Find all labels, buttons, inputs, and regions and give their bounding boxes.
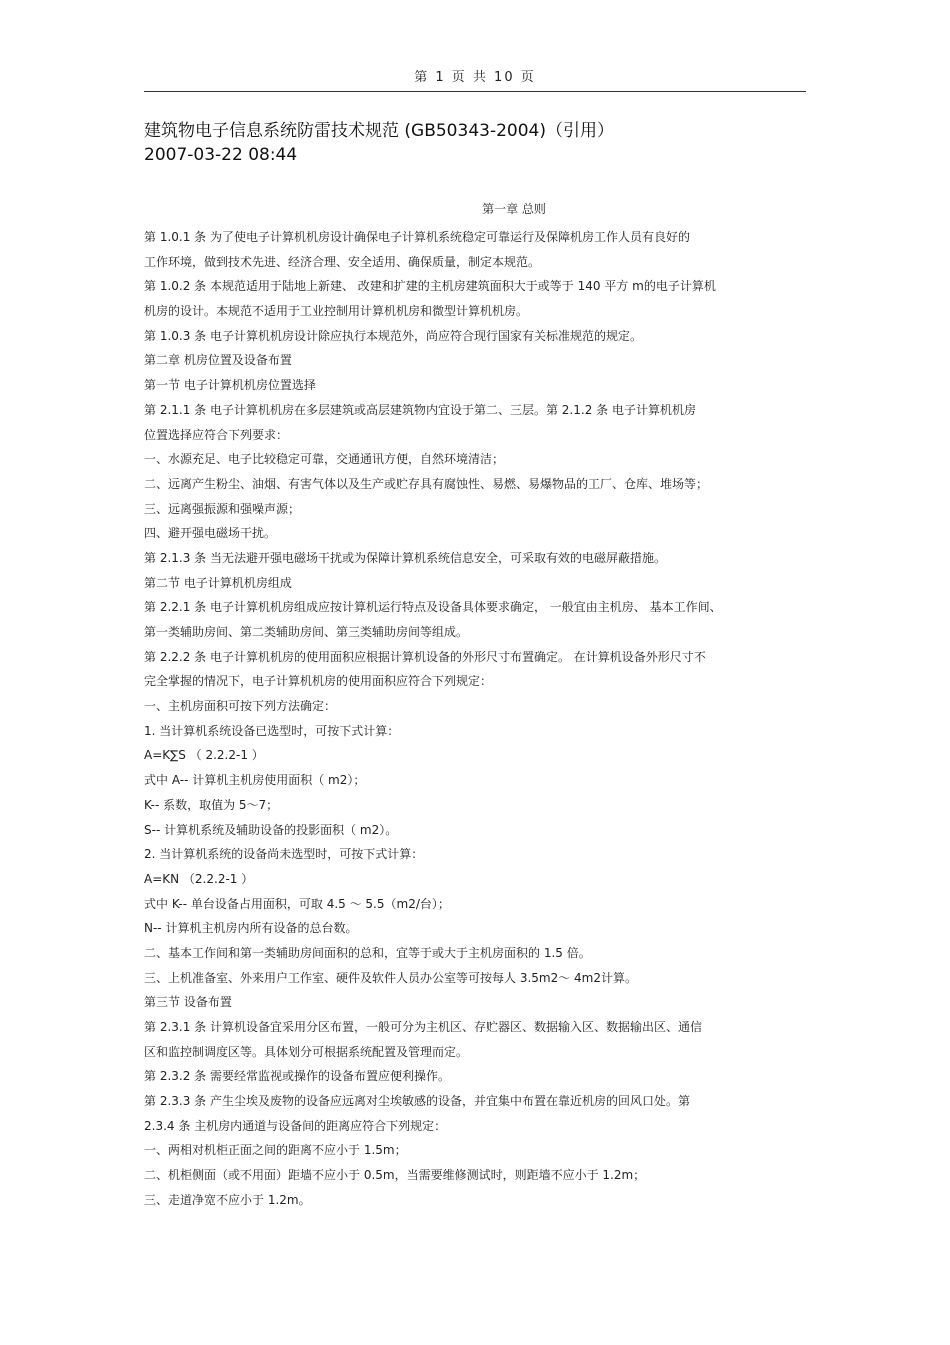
body-line: 第 2.1.1 条 电子计算机机房在多层建筑或高层建筑物内宜设于第二、三层。第 2.1.2 条 电子计算机机房	[144, 402, 696, 417]
body-line: 第一节 电子计算机机房位置选择	[144, 378, 316, 393]
body-line: 一、水源充足、电子比较稳定可靠，交通通讯方便，自然环境清洁；	[144, 452, 505, 467]
document-title: 建筑物电子信息系统防雷技术规范 (GB50343-2004)（引用）	[144, 121, 614, 141]
body-line: 三、走道净宽不应小于 1.2m。	[144, 1192, 311, 1207]
body-line: 完全掌握的情况下，电子计算机机房的使用面积应符合下列规定：	[144, 674, 493, 689]
body-line: 位置选择应符合下列要求：	[144, 427, 289, 442]
document-body	[144, 225, 824, 1213]
body-line: 2.3.4 条 主机房内通道与设备间的距离应符合下列规定：	[144, 1118, 447, 1133]
body-line: 第三节 设备布置	[144, 995, 232, 1010]
body-line: 一、主机房面积可按下列方法确定：	[144, 699, 337, 714]
body-line: 一、两相对机柜正面之间的距离不应小于 1.5m；	[144, 1143, 407, 1158]
header-divider	[144, 91, 806, 92]
body-line: 第二节 电子计算机机房组成	[144, 575, 292, 590]
body-line: 四、避开强电磁场干扰。	[144, 526, 277, 541]
chapter-heading: 第一章 总则	[482, 202, 546, 216]
body-line: 第一类辅助房间、第二类辅助房间、第三类辅助房间等组成。	[144, 625, 469, 639]
body-line: 三、上机准备室、外来用户工作室、硬件及软件人员办公室等可按每人 3.5m2～ 4m2计算。	[144, 970, 637, 985]
body-line: 第 2.3.2 条 需要经常监视或操作的设备布置应便利操作。	[144, 1069, 450, 1084]
body-line: 式中 A-- 计算机主机房使用面积（ m2）；	[144, 773, 366, 788]
body-line: 二、基本工作间和第一类辅助房间面积的总和，宜等于或大于主机房面积的 1.5 倍。	[144, 945, 591, 960]
body-line: 1. 当计算机系统设备已选型时，可按下式计算：	[144, 723, 400, 738]
body-line: 第 2.3.3 条 产生尘埃及废物的设备应远离对尘埃敏感的设备，并宜集中布置在靠近机房的回风口处。第	[144, 1094, 690, 1109]
body-line: 2. 当计算机系统的设备尚未选型时，可按下式计算：	[144, 847, 424, 862]
body-line: S-- 计算机系统及辅助设备的投影面积（ m2）。	[144, 822, 398, 837]
body-line: 第 1.0.1 条 为了使电子计算机机房设计确保电子计算机系统稳定可靠运行及保障机房工作人员有良好的	[144, 230, 690, 244]
body-line: 第 1.0.2 条 本规范适用于陆地上新建、 改建和扩建的主机房建筑面积大于或等于 140 平方 m的电子计算机	[144, 279, 716, 294]
body-line: 第 2.1.3 条 当无法避开强电磁场干扰或为保障计算机系统信息安全，可采取有效的电磁屏蔽措施。	[144, 550, 666, 565]
body-line: A=K∑S （ 2.2.2-1 ）	[144, 748, 264, 763]
document-date: 2007-03-22 08:44	[144, 145, 298, 165]
body-line: N-- 计算机主机房内所有设备的总台数。	[144, 921, 358, 936]
body-line: 第 1.0.3 条 电子计算机机房设计除应执行本规范外，尚应符合现行国家有关标准规范的规定。	[144, 328, 642, 343]
body-line: 三、远离强振源和强噪声源；	[144, 501, 301, 516]
body-line: 第 2.2.1 条 电子计算机机房组成应按计算机运行特点及设备具体要求确定， 一般宜由主机房、 基本工作间、	[144, 600, 722, 615]
body-line: 第 2.3.1 条 计算机设备宜采用分区布置，一般可分为主机区、存贮器区、数据输入区、数据输出区、通信	[144, 1020, 702, 1034]
body-line: 区和监控制调度区等。具体划分可根据系统配置及管理而定。	[144, 1044, 469, 1059]
body-line: 式中 K-- 单台设备占用面积，可取 4.5 ～ 5.5（m2/台）；	[144, 896, 450, 911]
body-line: 机房的设计。本规范不适用于工业控制用计算机机房和微型计算机机房。	[144, 304, 529, 319]
body-line: 二、机柜侧面（或不用面）距墙不应小于 0.5m，当需要维修测试时，则距墙不应小于 1.2m；	[144, 1168, 646, 1183]
page-number-header: 第 1 页 共 10 页	[414, 70, 536, 85]
body-line: K-- 系数，取值为 5～7；	[144, 797, 279, 812]
body-line: A=KN （2.2.2-1 ）	[144, 871, 254, 886]
body-line: 工作环境，做到技术先进、经济合理、安全适用、确保质量，制定本规范。	[144, 254, 541, 269]
body-line: 第 2.2.2 条 电子计算机机房的使用面积应根据计算机设备的外形尺寸布置确定。 在计算机设备外形尺寸不	[144, 649, 706, 664]
body-line: 二、远离产生粉尘、油烟、有害气体以及生产或贮存具有腐蚀性、易燃、易爆物品的工厂、仓库、堆场等；	[144, 476, 709, 491]
body-line: 第二章 机房位置及设备布置	[144, 353, 292, 368]
